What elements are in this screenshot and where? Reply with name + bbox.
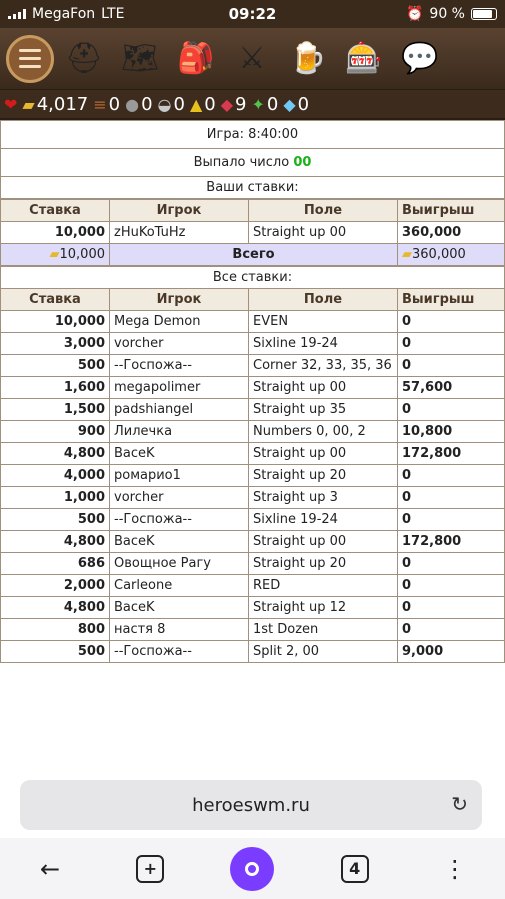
more-menu-icon[interactable]: ⋮ (442, 854, 467, 883)
table-row (1, 333, 505, 355)
header-player: Игрок (110, 289, 249, 311)
win-cell: 0 (398, 465, 505, 487)
stake-cell: 1,600 (1, 377, 110, 399)
win-cell: 10,800 (398, 421, 505, 443)
stake-cell: 2,000 (1, 575, 110, 597)
win-cell: 0 (398, 575, 505, 597)
resource-value: 9 (235, 93, 247, 115)
table-row (1, 377, 505, 399)
field-cell: EVEN (249, 311, 398, 333)
map-scroll-icon[interactable]: 🗺 (120, 41, 160, 76)
stake-cell: 500 (1, 641, 110, 663)
win-cell: 0 (398, 355, 505, 377)
player-cell[interactable]: BaceK (110, 531, 249, 553)
wood-icon: ≡ (93, 94, 107, 114)
resource-value: 0 (204, 93, 216, 115)
win-cell: 172,800 (398, 531, 505, 553)
field-cell: Sixline 19-24 (249, 509, 398, 531)
header-win: Выигрыш (398, 200, 505, 222)
tavern-mug-icon[interactable]: 🍺 (289, 41, 327, 76)
gems-icon: ✦ (251, 94, 265, 114)
table-row (1, 619, 505, 641)
stake-cell: 500 (1, 509, 110, 531)
gold-icon: ▰ (22, 94, 35, 114)
result-label: Выпало число (193, 155, 290, 170)
assistant-button[interactable] (230, 847, 274, 891)
win-cell: 0 (398, 509, 505, 531)
roulette-results (0, 120, 505, 766)
field-cell: Straight up 00 (249, 377, 398, 399)
total-win: ▰360,000 (398, 244, 505, 266)
stake-cell: 3,000 (1, 333, 110, 355)
stake-cell: 10,000 (1, 311, 110, 333)
resource-value: 0 (173, 93, 185, 115)
player-cell[interactable]: vorcher (110, 487, 249, 509)
knight-helmet-icon[interactable]: ⛑ (64, 41, 104, 76)
result-line (1, 149, 505, 177)
stake-cell: 1,000 (1, 487, 110, 509)
tabs-button[interactable] (335, 849, 375, 889)
player-cell[interactable]: vorcher (110, 333, 249, 355)
win-cell: 0 (398, 597, 505, 619)
table-row (1, 421, 505, 443)
field-cell: Corner 32, 33, 35, 36 (249, 355, 398, 377)
stake-cell: 4,800 (1, 597, 110, 619)
resource-item (190, 94, 216, 115)
win-cell: 0 (398, 311, 505, 333)
player-cell[interactable]: Carleone (110, 575, 249, 597)
header-player: Игрок (110, 200, 249, 222)
resource-value: 0 (266, 93, 279, 115)
total-stake: ▰10,000 (1, 244, 110, 266)
resource-value: 0 (141, 93, 153, 115)
resource-item (158, 94, 185, 115)
table-row (1, 465, 505, 487)
table-row (1, 443, 505, 465)
player-cell[interactable]: Лилечка (110, 421, 249, 443)
total-row (1, 244, 505, 266)
url-text[interactable]: heroeswm.ru (192, 794, 310, 816)
sulfur-icon: ▲ (189, 94, 203, 114)
table-row (1, 575, 505, 597)
player-cell[interactable]: настя 8 (110, 619, 249, 641)
resource-item (221, 94, 247, 115)
player-cell[interactable]: ромарио1 (110, 465, 249, 487)
battery-icon (471, 8, 497, 20)
table-row (1, 222, 505, 244)
back-arrow-icon[interactable]: ← (40, 854, 61, 883)
resource-item (93, 94, 120, 115)
win-cell: 0 (398, 487, 505, 509)
player-cell[interactable]: zHuKoTuHz (110, 222, 249, 244)
field-cell: Split 2, 00 (249, 641, 398, 663)
stake-cell: 4,800 (1, 531, 110, 553)
player-cell[interactable]: Mega Demon (110, 311, 249, 333)
carrier: MegaFon (32, 6, 96, 22)
ore-icon: ● (125, 94, 140, 114)
game-time: Игра: 8:40:00 (1, 121, 505, 149)
field-cell: 1st Dozen (249, 619, 398, 641)
player-cell[interactable]: --Госпожа-- (110, 355, 249, 377)
win-cell: 0 (398, 399, 505, 421)
field-cell: Straight up 20 (249, 553, 398, 575)
table-row (1, 399, 505, 421)
field-cell: Straight up 00 (249, 222, 398, 244)
clock: 09:22 (228, 5, 277, 23)
field-cell: Straight up 35 (249, 399, 398, 421)
url-bar[interactable] (20, 780, 482, 830)
player-cell[interactable]: Овощное Рагу (110, 553, 249, 575)
signal-icon (8, 9, 26, 19)
menu-button[interactable] (6, 35, 54, 83)
header-stake: Ставка (1, 289, 110, 311)
gold-icon: ▰ (402, 247, 412, 262)
player-cell[interactable]: --Госпожа-- (110, 509, 249, 531)
resource-item (4, 95, 17, 114)
table-row (1, 355, 505, 377)
player-cell[interactable]: BaceK (110, 443, 249, 465)
field-cell: RED (249, 575, 398, 597)
stake-cell: 4,000 (1, 465, 110, 487)
win-cell: 360,000 (398, 222, 505, 244)
field-cell: Sixline 19-24 (249, 333, 398, 355)
win-cell: 0 (398, 553, 505, 575)
all-bets-title: Все ставки: (1, 267, 505, 289)
crystal-icon: ◆ (220, 94, 234, 114)
win-cell: 0 (398, 333, 505, 355)
resource-value: 0 (108, 93, 121, 115)
stake-cell: 10,000 (1, 222, 110, 244)
table-row (1, 311, 505, 333)
win-cell: 172,800 (398, 443, 505, 465)
resource-item (125, 94, 152, 115)
bag-icon[interactable]: 🎒 (177, 41, 215, 76)
browser-nav-bar (0, 838, 505, 899)
field-cell: Straight up 3 (249, 487, 398, 509)
new-tab-button[interactable] (130, 849, 170, 889)
win-cell: 57,600 (398, 377, 505, 399)
chat-icon[interactable]: 💬 (401, 41, 439, 76)
resource-value: 0 (297, 93, 310, 115)
header-field: Поле (249, 289, 398, 311)
tabs-count: 4 (341, 855, 369, 883)
field-cell: Straight up 00 (249, 531, 398, 553)
stake-cell: 686 (1, 553, 110, 575)
table-row (1, 597, 505, 619)
all-bets-table (0, 266, 505, 663)
your-bets-title: Ваши ставки: (1, 177, 505, 199)
game-nav-bar (0, 28, 505, 90)
reload-icon[interactable]: ↻ (451, 792, 468, 816)
plus-icon: + (136, 855, 164, 883)
player-cell[interactable]: padshiangel (110, 399, 249, 421)
game-info-table (0, 120, 505, 199)
player-cell[interactable]: BaceK (110, 597, 249, 619)
stake-cell: 500 (1, 355, 110, 377)
win-cell: 0 (398, 619, 505, 641)
network-type: LTE (101, 6, 125, 22)
resource-item (22, 94, 88, 115)
resource-value: 4,017 (36, 93, 89, 115)
gold-icon: ▰ (49, 247, 60, 262)
header-stake: Ставка (1, 200, 110, 222)
diamond-icon: ◆ (283, 94, 296, 114)
header-field: Поле (249, 200, 398, 222)
result-number: 00 (293, 155, 312, 170)
your-bets-table (0, 199, 505, 266)
battery-percent: 90 % (429, 6, 465, 22)
stake-cell: 900 (1, 421, 110, 443)
stake-cell: 800 (1, 619, 110, 641)
field-cell: Straight up 00 (249, 443, 398, 465)
field-cell: Numbers 0, 00, 2 (249, 421, 398, 443)
mercury-icon: ◒ (157, 94, 172, 114)
alarm-icon: ⏰ (405, 6, 424, 22)
table-row (1, 641, 505, 663)
player-cell[interactable]: megapolimer (110, 377, 249, 399)
table-row (1, 509, 505, 531)
stake-cell: 4,800 (1, 443, 110, 465)
crossed-swords-icon[interactable]: ⚔ (238, 41, 266, 76)
status-bar (0, 0, 505, 28)
total-label: Всего (110, 244, 398, 266)
win-cell: 9,000 (398, 641, 505, 663)
heart-icon: ❤ (4, 94, 18, 114)
table-row (1, 487, 505, 509)
field-cell: Straight up 20 (249, 465, 398, 487)
stake-cell: 1,500 (1, 399, 110, 421)
resource-item (283, 94, 309, 115)
field-cell: Straight up 12 (249, 597, 398, 619)
table-row (1, 553, 505, 575)
resources-bar (0, 90, 505, 120)
table-row (1, 531, 505, 553)
resource-item (251, 94, 278, 115)
player-cell[interactable]: --Госпожа-- (110, 641, 249, 663)
header-win: Выигрыш (398, 289, 505, 311)
roulette-icon[interactable]: 🎰 (345, 41, 383, 76)
